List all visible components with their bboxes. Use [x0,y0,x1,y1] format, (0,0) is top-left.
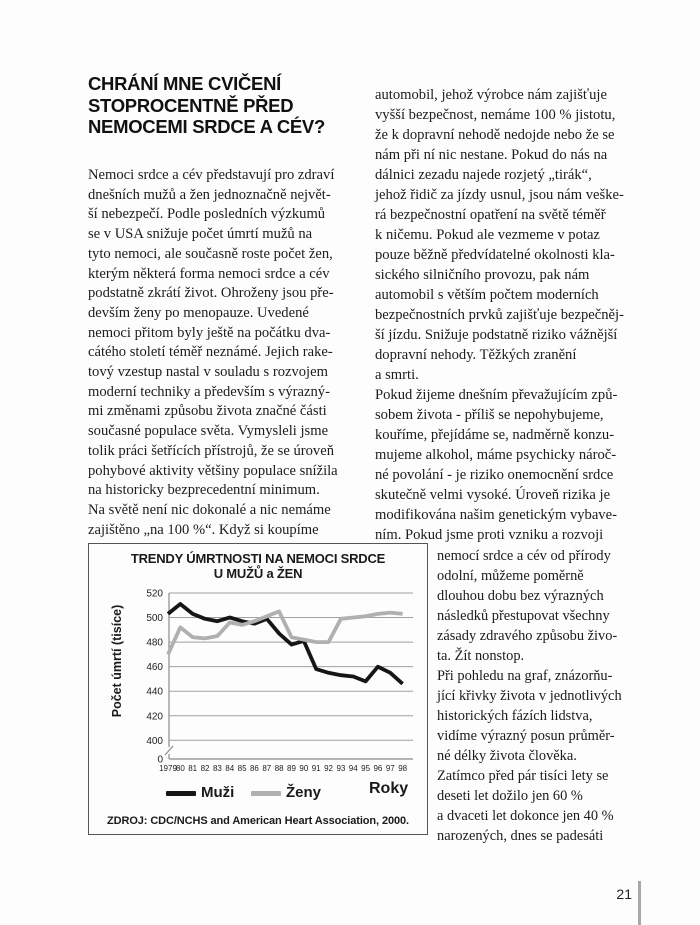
text-line: vidíme výrazný posun průměr- [437,728,615,744]
chart-title-line: U MUŽŮ a ŽEN [213,566,303,581]
y-tick-label: 500 [146,613,163,625]
text-line: dálnici zezadu najede rozjetý „tirák“, [375,167,592,183]
text-line: nemocí srdce a cév od přírody [437,548,611,564]
article-title-line: CHRÁNÍ MNE CVIČENÍ [88,73,281,94]
chart-title-line: TRENDY ÚMRTNOSTI NA NEMOCI SRDCE [130,551,386,566]
text-line: devším ženy po menopauze. Uvedené [88,304,309,321]
x-tick-label: 84 [225,764,235,773]
y-tick-label: 420 [146,711,163,723]
text-line: zajištěno „na 100 %“. Když si koupíme [88,521,319,538]
x-tick-label: 93 [336,764,346,773]
x-tick-label: 90 [299,764,309,773]
page-number: 21 [616,886,632,902]
text-line: podstatně zkrátí život. Ohroženy jsou pře- [88,285,334,302]
text-line: a dvaceti let dokonce jen 40 % [437,808,614,824]
text-line: dopravní nehody. Těžkých zranění [375,347,577,363]
chart-y-axis-label: Počet úmrtí (tisíce) [110,604,124,718]
text-line: modifikována našim genetickým vybave- [375,507,617,523]
page-edge-bar [638,881,641,925]
legend-label-zeny: Ženy [286,784,322,801]
x-tick-label: 98 [398,764,408,773]
x-tick-label: 92 [324,764,334,773]
axis-break-mark [165,746,173,755]
text-line: sobem života - příliš se nepohybujeme, [375,407,604,423]
x-tick-label: 96 [373,764,383,773]
x-tick-label: 80 [175,764,185,773]
chart-source: ZDROJ: CDC/NCHS and American Heart Association, 2000. [107,815,409,827]
left-column-text [88,166,368,540]
text-line: narozených, dnes se padesáti [437,828,604,844]
text-line: deseti let dožilo jen 60 % [437,788,583,804]
x-tick-label: 91 [311,764,321,773]
text-line: Pokud žijeme dnešním převažujícím způ- [375,387,618,403]
text-line: kterým některá forma nemoci srdce a cév [88,265,330,282]
text-line: ší jízdu. Snižuje podstatně riziko vážnější [375,327,618,343]
text-line: ší nebezpečí. Podle posledních výzkumů [88,206,326,223]
text-line: jící křivky života v jednotlivých [437,688,622,704]
right-column-text [375,85,640,545]
text-line: historických fázích lidstva, [437,708,593,724]
text-line: odolní, můžeme poměrně [437,568,584,584]
y-tick-label: 520 [146,588,163,600]
y-tick-label: 460 [146,662,163,674]
x-tick-label: 87 [262,764,272,773]
chart-x-axis-label: Roky [369,780,409,797]
text-line: bezpečnostních prvků zajišťuje bezpečněj- [375,307,624,323]
text-line: vyšší bezpečnost, nemáme 100 % jistotu, [375,107,616,123]
legend-swatch-zeny [251,791,281,796]
text-line: k ničemu. Pokud ale vezmeme v potaz [375,227,600,243]
text-line: ním. Pokud jsme proti vzniku a rozvoji [375,527,604,543]
right-column-narrow-text [437,546,662,846]
text-line: se v USA snižuje počet úmrtí mužů na [88,226,313,243]
y-tick-label: 480 [146,637,163,649]
x-tick-label: 95 [361,764,371,773]
article-title-line: STOPROCENTNĚ PŘED [88,94,294,116]
text-line: Nemoci srdce a cév představují pro zdraví [88,167,335,183]
text-line: automobil s větším počtem moderních [375,287,599,303]
y-tick-label: 440 [146,686,163,698]
text-line: zásady zdravého způsobu živo- [437,628,618,644]
article-title [88,73,398,138]
legend-swatch-muzi [166,791,196,796]
text-line: že k dopravní nehodě nedojde nebo že se [375,127,615,143]
text-line: né povolání - je riziko onemocnění srdce [375,467,614,483]
text-line: mujeme alkohol, máme psychicky nároč- [375,447,617,463]
text-line: Při pohledu na graf, znázorňu- [437,668,613,684]
chart-panel [88,543,428,835]
x-tick-label: 94 [348,764,358,773]
text-line: tový vzestup nastal v souladu s rozvojem [88,364,328,381]
text-line: Zatímco před pár tisíci lety se [437,768,609,784]
x-tick-label: 81 [188,764,198,773]
text-line: dnešních mužů a žen jednoznačně největ- [88,186,331,203]
x-tick-label: 97 [385,764,395,773]
text-line: kouříme, přejídáme se, nadměrně konzu- [375,427,615,443]
text-line: současné populace světa. Vymysleli jsme [88,423,329,440]
x-tick-label: 89 [287,764,296,773]
x-tick-label: 1979 [159,764,177,773]
text-line: skutečně velmi vysoké. Úroveň rizika je [375,487,611,503]
x-tick-label: 85 [237,764,247,773]
x-tick-label: 82 [200,764,210,773]
text-line: né délky života člověka. [437,748,577,764]
text-line: tyto nemoci, ale současně roste počet žen, [88,245,333,262]
text-line: mi změnami způsobu života značné části [88,403,327,420]
legend-label-muzi: Muži [201,784,235,801]
text-line: sického silničního provozu, pak nám [375,267,590,283]
x-tick-label: 88 [274,764,284,773]
text-line: nemoci přitom byly ještě na počátku dva- [88,324,331,341]
text-line: pouze běžně předvídatelné okolnosti kla- [375,247,615,263]
article-title-line: NEMOCEMI SRDCE A CÉV? [88,116,325,137]
text-line: automobil, jehož výrobce nám zajišťuje [375,87,607,103]
y-tick-label: 0 [157,754,163,766]
x-tick-label: 83 [212,764,222,773]
text-line: následků přestupovat všechny [437,608,610,624]
text-line: pohybové aktivity většiny populace snížila [88,462,338,479]
text-line: Na světě není nic dokonalé a nic nemáme [88,501,331,518]
text-line: rá bezpečnostní opatření na světě téměř [375,207,606,223]
text-line: tolik práci šetřících přístrojů, že se úroveň [88,442,334,459]
text-line: cátého století téměř neznámé. Jejich rake- [88,344,333,361]
text-line: ta. Žít nonstop. [437,648,525,664]
text-line: moderní techniky a především s výrazný- [88,383,330,400]
x-tick-label: 86 [249,764,259,773]
text-line: nám při ní nic nestane. Pokud do nás na [375,147,608,163]
text-line: na historicky bezprecedentní minimum. [88,482,320,499]
y-tick-label: 400 [146,735,163,747]
text-line: a smrti. [375,367,419,383]
text-line: jehož řidič za jízdy usnul, jsou nám veške- [375,187,624,203]
text-line: dlouhou dobu bez výrazných [437,588,604,604]
